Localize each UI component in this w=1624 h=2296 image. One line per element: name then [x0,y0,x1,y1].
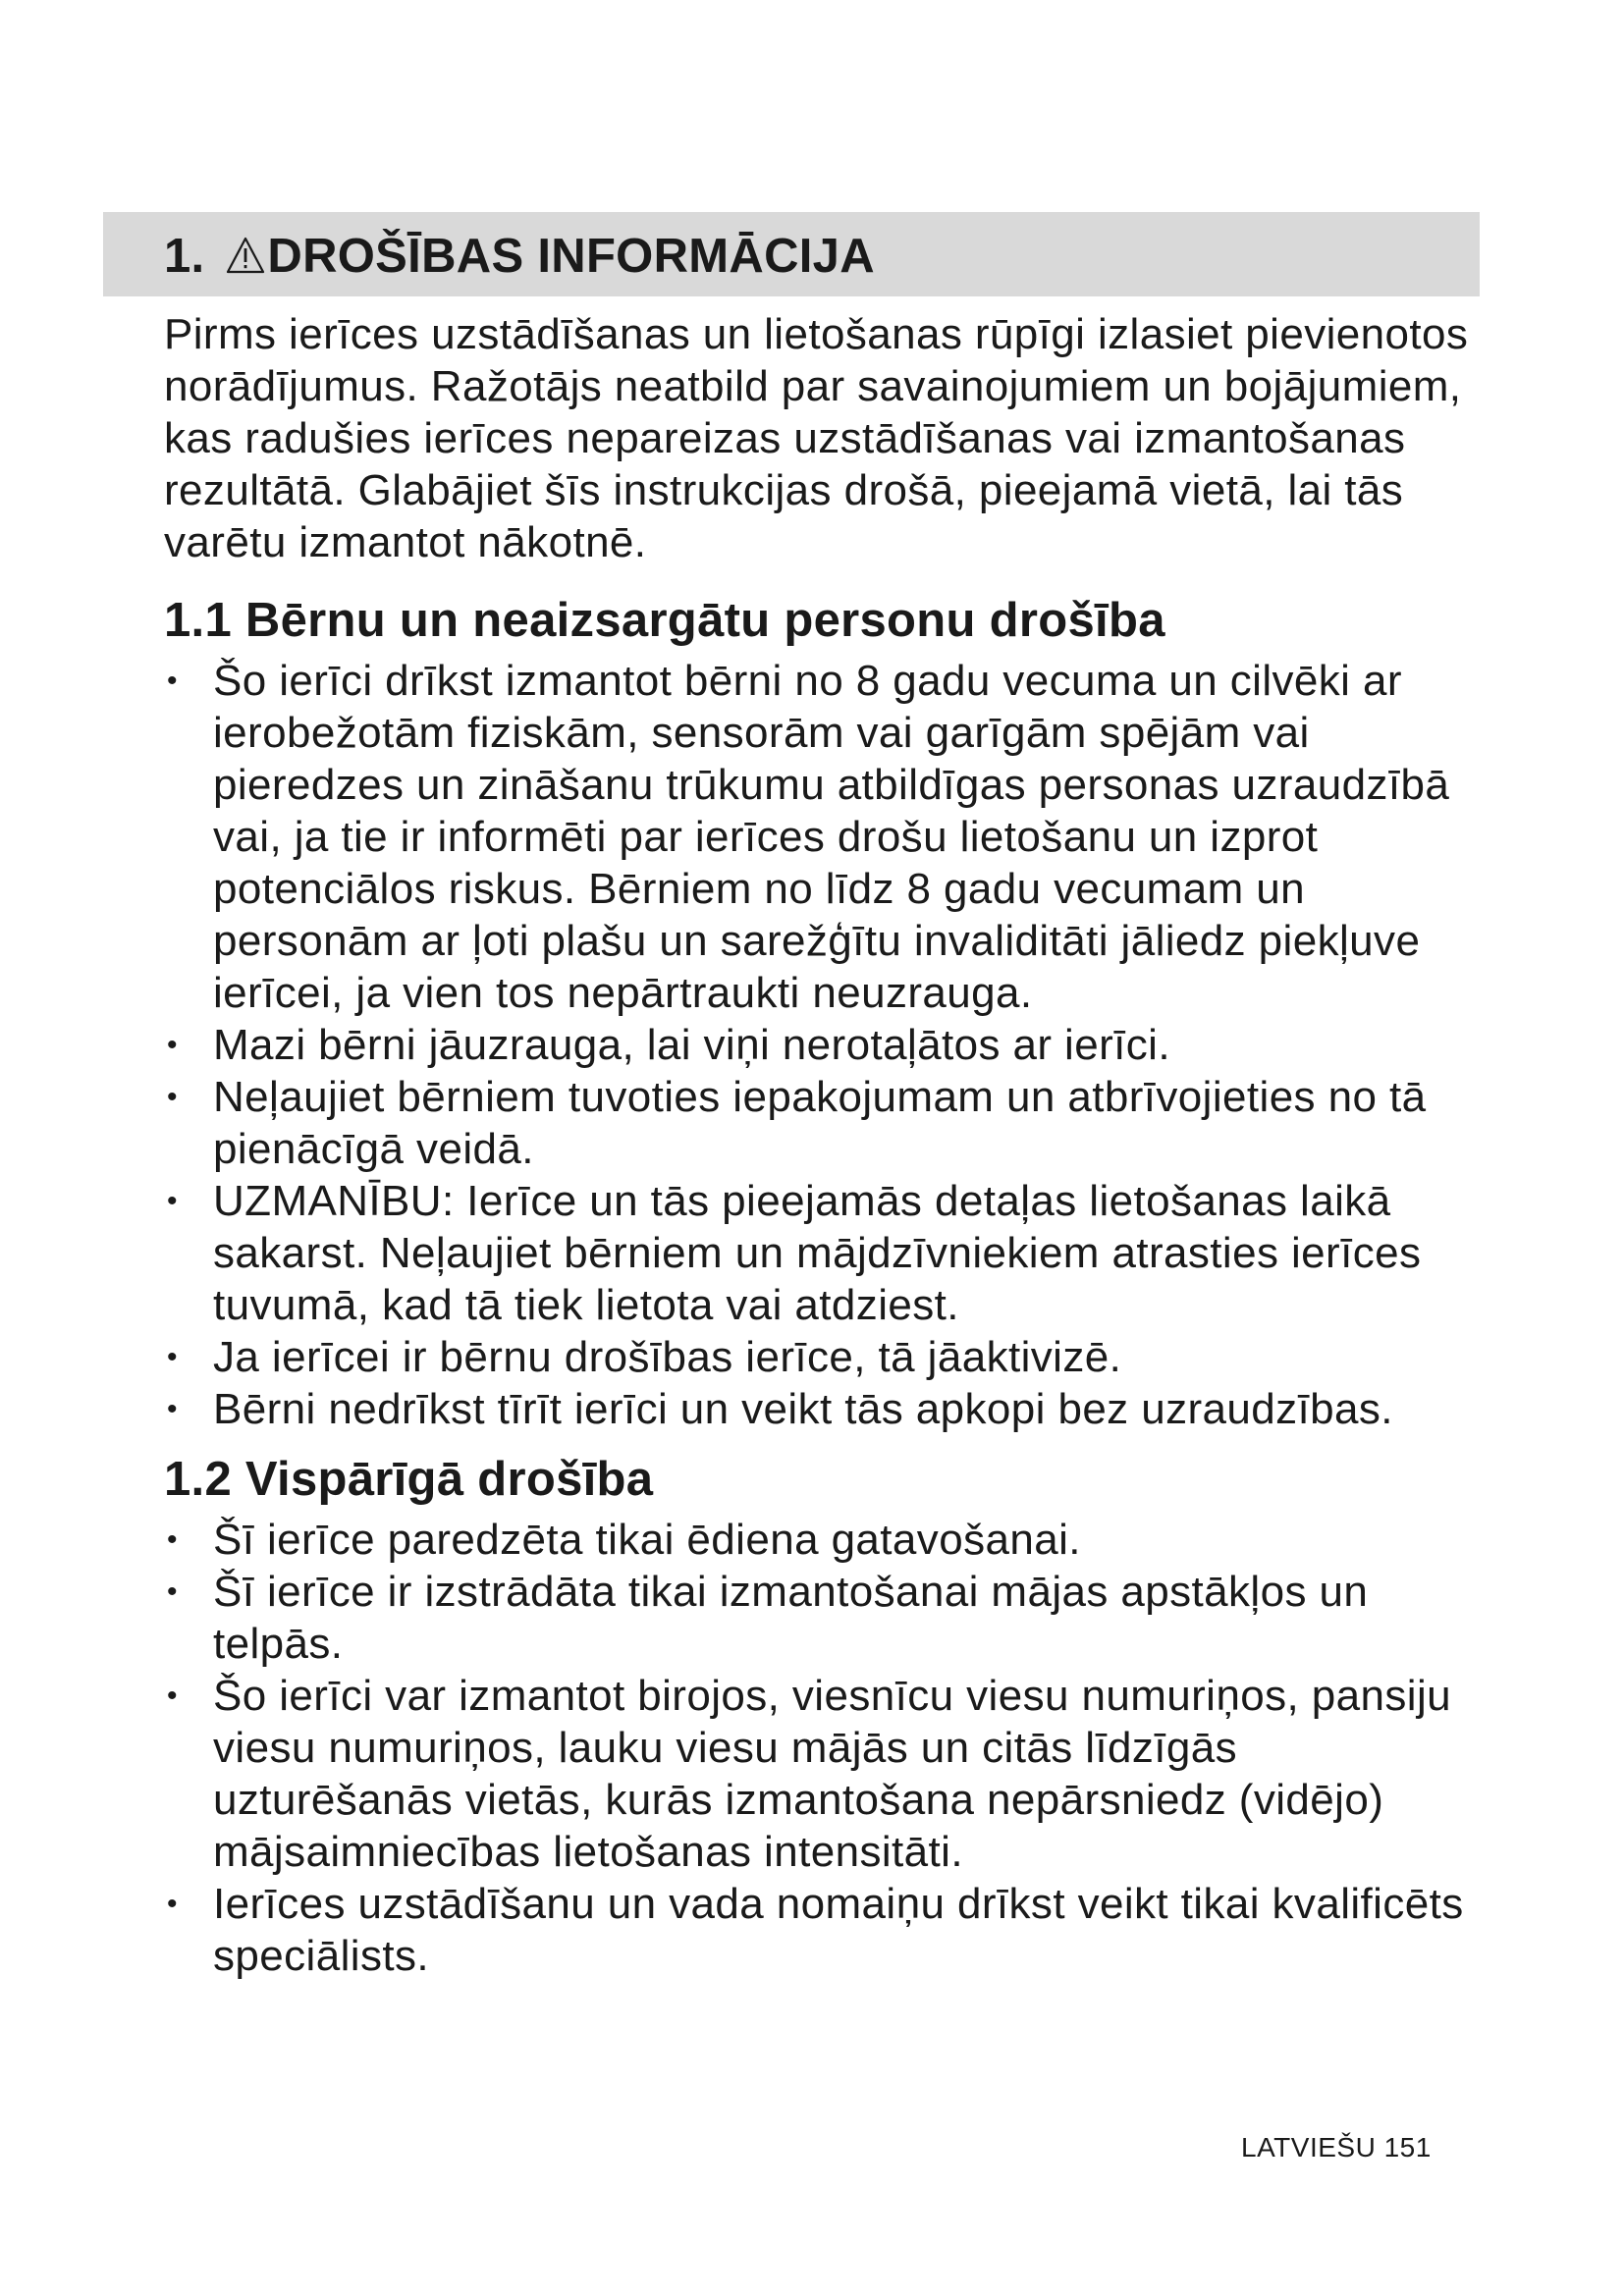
page-content [164,308,1480,1982]
list-item-text: Šo ierīci drīkst izmantot bērni no 8 gadu vecuma un cilvēki ar ierobežotām fiziskām, sensorām vai garīgām spējām vai pieredzes un zināšanu trūkumu atbildīgas personas uzraudzībā vai, ja tie ir informēti par ierīces drošu lietošanu un izprot potenciālos riskus. Bērniem no līdz 8 gadu vecumam un personām ar ļoti plašu un sarežģītu invaliditāti jāliedz piekļuve ierīcei, ja vien tos nepārtraukti neuzrauga. [213,657,1450,1017]
warning-triangle-icon [226,236,265,275]
bullet-icon: • [167,1081,178,1113]
subsection-title-children-safety: 1.1 Bērnu un neaizsargātu personu drošība [164,594,1165,647]
list-item [164,1383,1480,1435]
footer-language: LATVIEŠU [1241,2132,1377,2163]
list-item-text: Šī ierīce ir izstrādāta tikai izmantošanai mājas apstākļos un telpās. [213,1568,1369,1668]
bullet-icon: • [167,665,178,697]
bullet-icon: • [167,1185,178,1217]
heading-number: 1. [164,230,205,283]
list-item [164,1670,1480,1878]
bullet-icon: • [167,1341,178,1373]
list-item-text: Šī ierīce paredzēta tikai ēdiena gatavošanai. [213,1516,1081,1564]
bullet-icon: • [167,1029,178,1061]
section-heading [164,228,875,285]
subsection-title-general-safety: 1.2 Vispārīgā drošība [164,1453,654,1506]
list-item [164,1514,1480,1566]
children-safety-list [164,655,1480,1435]
bullet-icon: • [167,1393,178,1425]
list-item-text: Šo ierīci var izmantot birojos, viesnīcu viesu numuriņos, pansiju viesu numuriņos, lauku viesu mājās un citās līdzīgās uzturēšanās vietās, kurās izmantošana nepārsniedz (vidējo) mājsaimniecības lietošanas intensitāti. [213,1672,1451,1876]
intro-paragraph: Pirms ierīces uzstādīšanas un lietošanas rūpīgi izlasiet pievienotos norādījumus. Ražotājs neatbild par savainojumiem un bojājumiem, kas radušies ierīces nepareizas uzstādīšanas vai izmantošanas rezultātā. Glabājiet šīs instrukcijas drošā, pieejamā vietā, lai tās varētu izmantot nākotnē. [164,310,1469,566]
list-item-text: Ierīces uzstādīšanu un vada nomaiņu drīkst veikt tikai kvalificēts speciālists. [213,1880,1464,1980]
list-item [164,1331,1480,1383]
list-item [164,1878,1480,1982]
heading-title: DROŠĪBAS INFORMĀCIJA [267,230,875,283]
list-item-text: Mazi bērni jāuzrauga, lai viņi nerotaļātos ar ierīci. [213,1021,1170,1069]
page-footer [1241,2132,1432,2163]
bullet-icon: • [167,1523,178,1556]
bullet-icon: • [167,1575,178,1608]
bullet-icon: • [167,1680,178,1712]
list-item-text: Bērni nedrīkst tīrīt ierīci un veikt tās apkopi bez uzraudzības. [213,1385,1393,1433]
page-number: 151 [1383,2132,1432,2163]
list-item [164,1019,1480,1071]
list-item [164,1175,1480,1331]
list-item [164,655,1480,1019]
list-item [164,1566,1480,1670]
list-item-text: Neļaujiet bērniem tuvoties iepakojumam un atbrīvojieties no tā pienācīgā veidā. [213,1073,1427,1173]
list-item-text: Ja ierīcei ir bērnu drošības ierīce, tā jāaktivizē. [213,1333,1122,1381]
general-safety-list [164,1514,1480,1982]
list-item-text: UZMANĪBU: Ierīce un tās pieejamās detaļas lietošanas laikā sakarst. Neļaujiet bērniem un mājdzīvniekiem atrasties ierīces tuvumā, kad tā tiek lietota vai atdziest. [213,1177,1422,1329]
bullet-icon: • [167,1888,178,1920]
list-item [164,1071,1480,1175]
